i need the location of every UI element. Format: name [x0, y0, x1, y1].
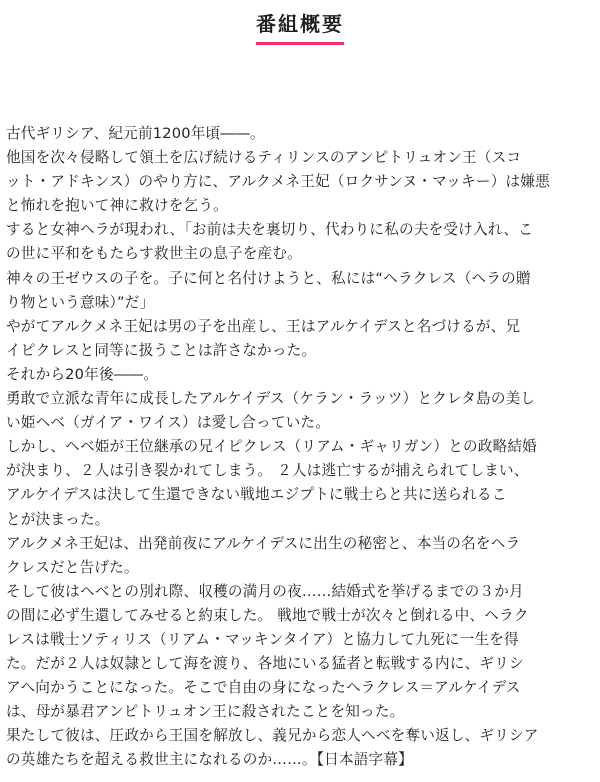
synopsis-line: ット・アドキンス）のやり方に、アルクメネ王妃（ロクサンヌ・マッキー）は嫌悪 [6, 173, 550, 191]
page-title: 番組概要 [256, 12, 344, 45]
synopsis-line: やがてアルクメネ王妃は男の子を出産し、王はアルケイデスと名づけるが、兄 [6, 317, 521, 335]
synopsis-line: の間に必ず生還してみせると約束した。 戦地で戦士が次々と倒れる中、ヘラク [6, 606, 529, 624]
synopsis-line: と怖れを抱いて神に救けを乞う。 [6, 197, 228, 215]
synopsis-line: の世に平和をもたらす救世主の息子を産む。 [6, 245, 302, 263]
synopsis-line: り物という意味）”だ」 [6, 293, 155, 311]
synopsis-line: アへ向かうことになった。そこで自由の身になったヘラクレス＝アルケイデス [6, 679, 521, 697]
synopsis-line: それから20年後――。 [6, 365, 159, 383]
synopsis-line: の英雄たちを超える救世主になれるのか……。【日本語字幕】 [6, 751, 413, 769]
synopsis-line: が決まり、２人は引き裂かれてしまう。 ２人は逃亡するが捕えられてしまい、 [6, 462, 529, 480]
synopsis-line: アルケイデスは決して生還できない戦地エジプトに戦士らと共に送られるこ [6, 486, 507, 504]
synopsis-line: 古代ギリシア、紀元前1200年頃――。 [6, 125, 265, 142]
synopsis-text [6, 122, 588, 773]
synopsis-line: 神々の王ゼウスの子を。子に何と名付けようと、私には“ヘラクレス（ヘラの贈 [6, 269, 531, 287]
synopsis-line: とが決まった。 [6, 510, 110, 528]
synopsis-line: イピクレスと同等に扱うことは許さなかった。 [6, 341, 317, 359]
synopsis-line: 勇敢で立派な青年に成長したアルケイデス（ケラン・ラッツ）とクレタ島の美し [6, 390, 536, 408]
page-header [0, 12, 600, 45]
synopsis-line: しかし、ヘベ姫が王位継承の兄イピクレス（リアム・ギャリガン）との政略結婚 [6, 438, 537, 456]
synopsis-line: クレスだと告げた。 [6, 558, 139, 576]
synopsis-line: た。だが２人は奴隷として海を渡り、各地にいる猛者と転戦する内に、ギリシ [6, 655, 524, 673]
synopsis-line: そして彼はヘベとの別れ際、収穫の満月の夜……結婚式を挙げるまでの３か月 [6, 582, 524, 600]
synopsis-line: レスは戦士ソティリス（リアム・マッキンタイア）と協力して九死に一生を得 [6, 630, 519, 648]
synopsis-line: い姫ヘベ（ガイア・ワイス）は愛し合っていた。 [6, 414, 331, 432]
synopsis-line: は、母が暴君アンピトリュオン王に殺されたことを知った。 [6, 703, 405, 721]
synopsis-line: 他国を次々侵略して領土を広げ続けるティリンスのアンピトリュオン王（スコ [6, 149, 522, 167]
synopsis-line: アルクメネ王妃は、出発前夜にアルケイデスに出生の秘密と、本当の名をヘラ [6, 534, 521, 552]
synopsis-line: すると女神ヘラが現われ、「お前は夫を裏切り、代わりに私の夫を受け入れ、こ [6, 221, 534, 239]
synopsis-line: 果たして彼は、圧政から王国を解放し、義兄から恋人ヘベを奪い返し、ギリシア [6, 727, 539, 745]
